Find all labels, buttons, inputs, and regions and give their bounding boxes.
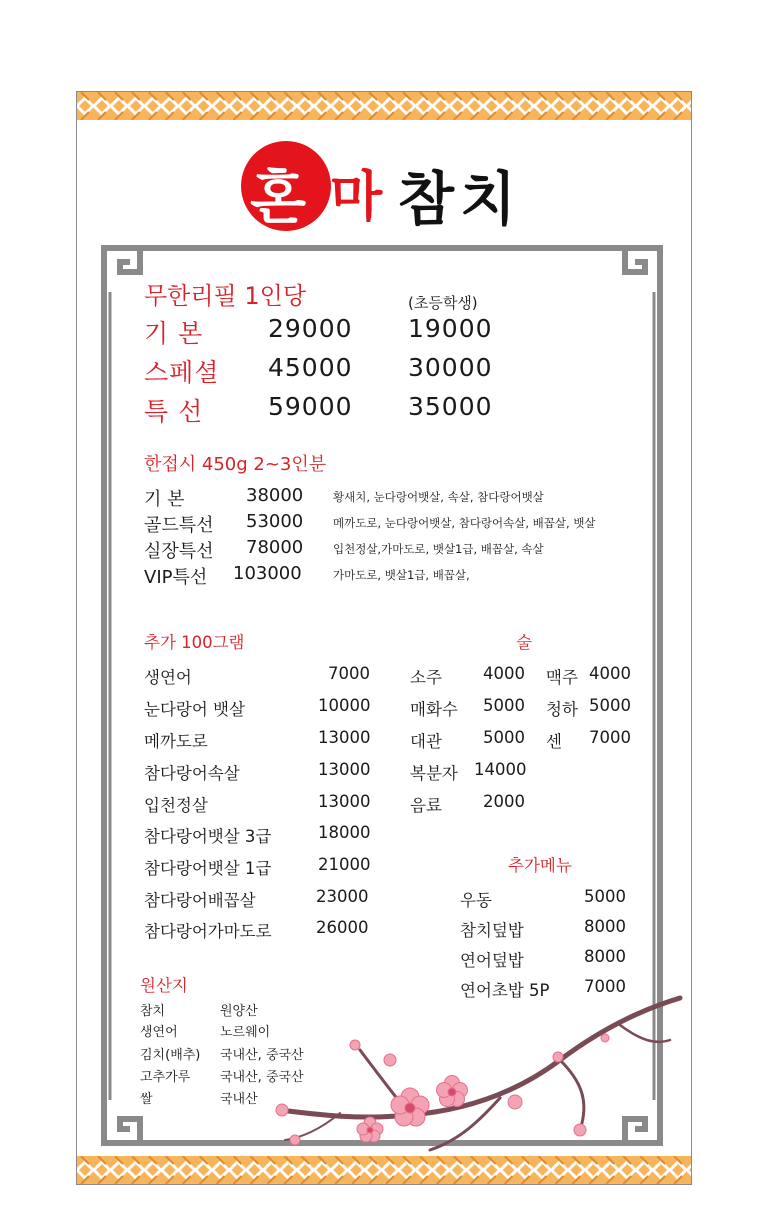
drink-price: 5000: [483, 696, 525, 715]
origin-place: 노르웨이: [220, 1025, 271, 1040]
extra-menu-name: 참치덮밥: [460, 921, 524, 940]
extra100-row-price: 26000: [316, 918, 369, 937]
refill-row-adult: 45000: [268, 353, 353, 382]
extra100-row-price: 18000: [318, 823, 371, 842]
plate-row-price: 78000: [246, 537, 304, 558]
extra100-row-name: 입천정살: [144, 796, 208, 815]
extra100-row-name: 참다랑어뱃살 3급: [144, 827, 272, 846]
extra-menu-price: 8000: [584, 947, 626, 966]
origin-item: 김치(배추): [140, 1048, 201, 1063]
drink-price-2: 5000: [589, 696, 631, 715]
extra100-row-price: 13000: [318, 792, 371, 811]
plate-row-desc: 입천정살,가마도로, 뱃살1급, 배꼽살, 속살: [333, 542, 544, 556]
extra100-row-name: 참다랑어배꼽살: [144, 891, 256, 910]
extra100-row-name: 메까도로: [144, 732, 208, 751]
drink-price: 5000: [483, 728, 525, 747]
origin-item: 쌀: [140, 1092, 153, 1107]
drink-name: 대관: [410, 732, 442, 751]
extra100-row-name: 생연어: [144, 668, 192, 687]
plate-row-name: 골드특선: [144, 515, 214, 536]
plate-row-name: 실장특선: [144, 541, 214, 562]
drink-name-2: 맥주: [546, 668, 578, 687]
logo-hon: 혼: [250, 163, 307, 231]
plate-row-name: 기 본: [144, 489, 185, 510]
extra-menu-name: 연어덮밥: [460, 951, 524, 970]
drink-name: 음료: [410, 796, 442, 815]
drink-name: 소주: [410, 668, 442, 687]
plate-row-name: VIP특선: [144, 567, 208, 588]
refill-row-name: 기 본: [144, 319, 204, 348]
origin-item: 참치: [140, 1004, 166, 1019]
plate-row-price: 38000: [246, 485, 304, 506]
drink-name: 복분자: [410, 764, 458, 783]
origin-item: 생연어: [140, 1025, 178, 1040]
extra100-row-name: 눈다랑어 뱃살: [144, 700, 245, 719]
drink-price: 14000: [474, 760, 527, 779]
origin-place: 국내산, 중국산: [220, 1048, 304, 1063]
drink-price: 4000: [483, 664, 525, 683]
extra100-row-name: 참다랑어가마도로: [144, 922, 272, 941]
plate-row-price: 53000: [246, 511, 304, 532]
origin-heading: 원산지: [140, 976, 188, 995]
origin-place: 국내산: [220, 1092, 258, 1107]
drink-price-2: 4000: [589, 664, 631, 683]
extra100-row-price: 21000: [318, 855, 371, 874]
drink-name: 매화수: [410, 700, 458, 719]
drinks-heading: 술: [516, 633, 532, 652]
plate-heading: 한접시 450g 2~3인분: [144, 454, 327, 475]
extra100-row-price: 10000: [318, 696, 371, 715]
blossom-branch-illustration: [260, 990, 685, 1165]
refill-row-child: 35000: [408, 392, 493, 421]
extra100-row-price: 13000: [318, 728, 371, 747]
extra100-row-price: 7000: [328, 664, 370, 683]
drink-name-2: 청하: [546, 700, 578, 719]
logo-chamchi: 참치: [398, 165, 523, 233]
extra-menu-price: 7000: [584, 977, 626, 996]
plate-row-desc: 가마도로, 뱃살1급, 배꼽살,: [333, 568, 470, 582]
refill-row-child: 19000: [408, 314, 493, 343]
origin-place: 원양산: [220, 1004, 258, 1019]
origin-place: 국내산, 중국산: [220, 1070, 304, 1085]
student-note: (초등학생): [408, 294, 478, 312]
extra-menu-heading: 추가메뉴: [508, 856, 572, 875]
plate-row-desc: 메까도로, 눈다랑어뱃살, 참다랑어속살, 배꼽살, 뱃살: [333, 516, 596, 530]
extra-menu-price: 8000: [584, 917, 626, 936]
plate-row-price: 103000: [233, 563, 302, 584]
extra100-row-price: 13000: [318, 760, 371, 779]
refill-row-name: 스페셜: [144, 358, 220, 387]
drink-name-2: 센: [546, 732, 562, 751]
extra-menu-price: 5000: [584, 887, 626, 906]
plate-row-desc: 황새치, 눈다랑어뱃살, 속살, 참다랑어뱃살: [333, 490, 544, 504]
drink-price: 2000: [483, 792, 525, 811]
extra100-row-name: 참다랑어뱃살 1급: [144, 859, 272, 878]
extra-menu-name: 연어초밥 5P: [460, 981, 550, 1000]
refill-row-child: 30000: [408, 353, 493, 382]
extra100-heading: 추가 100그램: [144, 633, 245, 652]
logo-ma: 마: [330, 165, 383, 228]
extra100-row-name: 참다랑어속살: [144, 764, 240, 783]
refill-heading: 무한리필 1인당: [144, 282, 307, 310]
refill-row-name: 특 선: [144, 397, 204, 426]
extra100-row-price: 23000: [316, 887, 369, 906]
refill-row-adult: 29000: [268, 314, 353, 343]
origin-item: 고추가루: [140, 1070, 191, 1085]
drink-price-2: 7000: [589, 728, 631, 747]
extra-menu-name: 우동: [460, 891, 492, 910]
refill-row-adult: 59000: [268, 392, 353, 421]
